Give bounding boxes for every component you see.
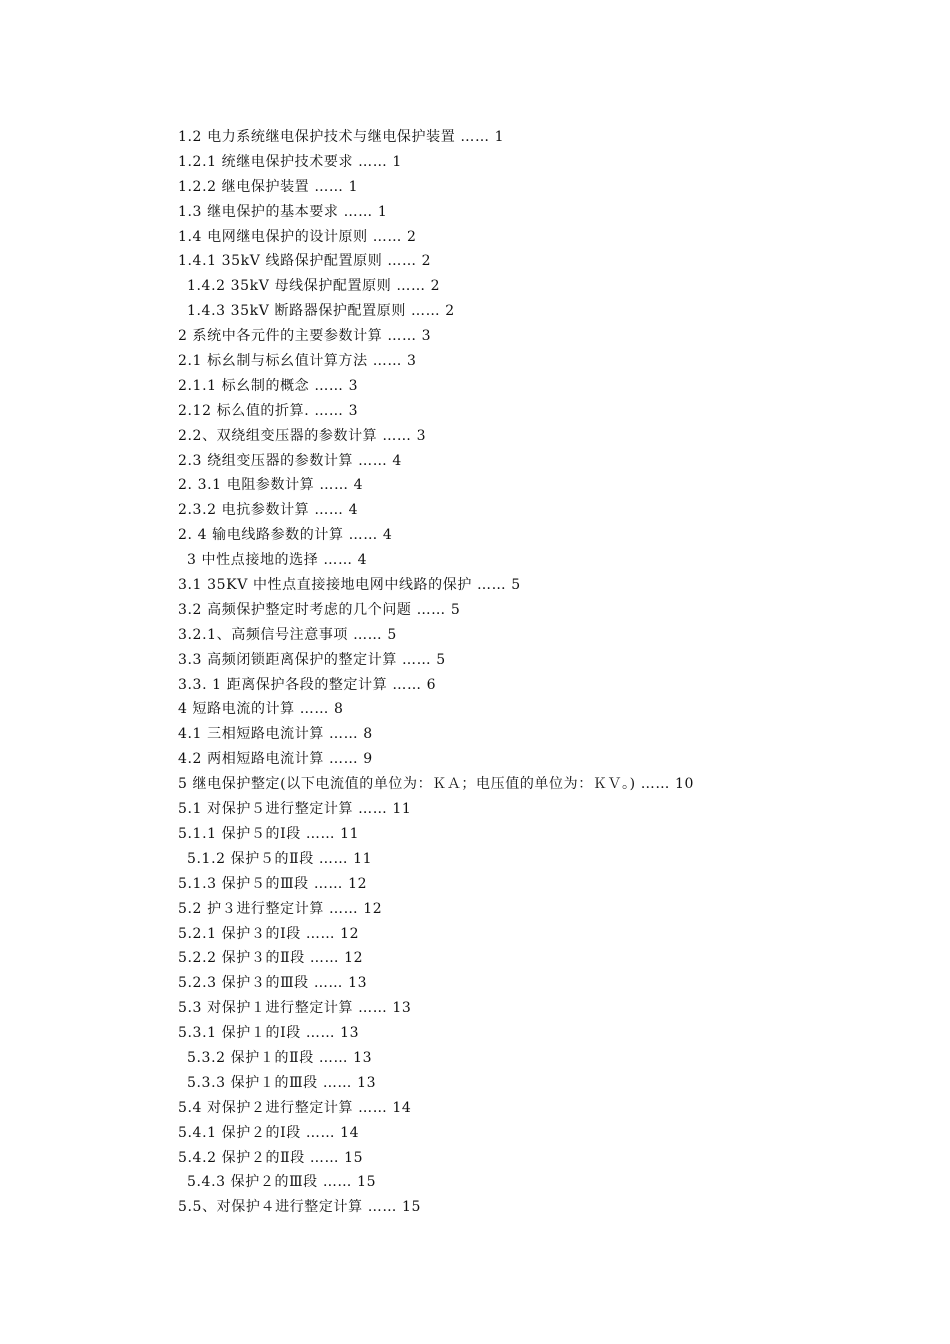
toc-entry[interactable]: 5.1.1 保护５的Ⅰ段 …… 11: [178, 825, 360, 842]
toc-entry[interactable]: 3.2.1、高频信号注意事项 …… 5: [178, 626, 397, 643]
toc-entry[interactable]: 1.2.2 继电保护装置 …… 1: [178, 178, 359, 195]
toc-entry[interactable]: 1.2 电力系统继电保护技术与继电保护装置 …… 1: [178, 129, 505, 145]
toc-entry[interactable]: 1.4.3 35kV 断路器保护配置原则 …… 2: [187, 303, 455, 320]
toc-entry[interactable]: 1.4 电网继电保护的设计原则 …… 2: [178, 228, 417, 245]
toc-entry[interactable]: 3.2 高频保护整定时考虑的几个问题 …… 5: [178, 601, 461, 618]
toc-entry[interactable]: 1.3 继电保护的基本要求 …… 1: [178, 203, 388, 220]
toc-entry[interactable]: 2 系统中各元件的主要参数计算 …… 3: [178, 328, 432, 345]
toc-entry[interactable]: 5.4.2 保护２的Ⅱ段 …… 15: [178, 1149, 364, 1166]
toc-entry[interactable]: 5.1.3 保护５的Ⅲ段 …… 12: [178, 875, 368, 892]
toc-entry[interactable]: 5.4.1 保护２的Ⅰ段 …… 14: [178, 1124, 360, 1141]
toc-entry[interactable]: 5.5、对保护４进行整定计算 …… 15: [178, 1199, 421, 1216]
toc-entry[interactable]: 3 中性点接地的选择 …… 4: [187, 552, 368, 569]
toc-entry[interactable]: 3.3 高频闭锁距离保护的整定计算 …… 5: [178, 651, 446, 668]
toc-entry[interactable]: 5 继电保护整定(以下电流值的单位为：ＫＡ；电压值的单位为：ＫＶ。) …… 10: [178, 776, 694, 793]
toc-entry[interactable]: 1.2.1 统继电保护技术要求 …… 1: [178, 153, 402, 170]
toc-entry[interactable]: 2.1.1 标幺制的概念 …… 3: [178, 377, 359, 394]
toc-entry[interactable]: 2.1 标幺制与标幺值计算方法 …… 3: [178, 353, 417, 370]
toc-entry[interactable]: 2.3.2 电抗参数计算 …… 4: [178, 502, 359, 519]
toc-entry[interactable]: 5.3.2 保护１的Ⅱ段 …… 13: [187, 1049, 373, 1066]
toc-entry[interactable]: 3.1 35KV 中性点直接接地电网中线路的保护 …… 5: [178, 577, 521, 594]
toc-entry[interactable]: 4.1 三相短路电流计算 …… 8: [178, 726, 373, 743]
toc-entry[interactable]: 5.4.3 保护２的Ⅲ段 …… 15: [187, 1174, 377, 1191]
toc-entry[interactable]: 5.1 对保护５进行整定计算 …… 11: [178, 801, 412, 818]
toc-entry[interactable]: 3.3. 1 距离保护各段的整定计算 …… 6: [178, 676, 437, 693]
toc-entry[interactable]: 4 短路电流的计算 …… 8: [178, 701, 344, 718]
toc-entry[interactable]: 5.4 对保护２进行整定计算 …… 14: [178, 1099, 412, 1116]
toc-entry[interactable]: 2.2、双绕组变压器的参数计算 …… 3: [178, 427, 427, 444]
toc-entry[interactable]: 5.1.2 保护５的Ⅱ段 …… 11: [187, 850, 373, 867]
toc-entry[interactable]: 5.2.1 保护３的Ⅰ段 …… 12: [178, 925, 360, 942]
toc-entry[interactable]: 1.4.1 35kV 线路保护配置原则 …… 2: [178, 253, 432, 270]
toc-entry[interactable]: 2. 4 输电线路参数的计算 …… 4: [178, 527, 393, 544]
toc-entry[interactable]: 5.3 对保护１进行整定计算 …… 13: [178, 1000, 412, 1017]
toc-entry[interactable]: 5.3.3 保护１的Ⅲ段 …… 13: [187, 1074, 377, 1091]
toc-entry[interactable]: 1.4.2 35kV 母线保护配置原则 …… 2: [187, 278, 441, 295]
toc-entry[interactable]: 5.2.3 保护３的Ⅲ段 …… 13: [178, 975, 368, 992]
table-of-contents: [178, 125, 918, 1220]
toc-entry[interactable]: 2.3 绕组变压器的参数计算 …… 4: [178, 452, 402, 469]
toc-entry[interactable]: 2. 3.1 电阻参数计算 …… 4: [178, 477, 364, 494]
toc-entry[interactable]: 2.12 标么值的折算. …… 3: [178, 402, 359, 419]
toc-entry[interactable]: 4.2 两相短路电流计算 …… 9: [178, 751, 373, 768]
toc-entry[interactable]: 5.2 护３进行整定计算 …… 12: [178, 900, 383, 917]
toc-entry[interactable]: 5.3.1 保护１的Ⅰ段 …… 13: [178, 1025, 360, 1042]
toc-entry[interactable]: 5.2.2 保护３的Ⅱ段 …… 12: [178, 950, 364, 967]
